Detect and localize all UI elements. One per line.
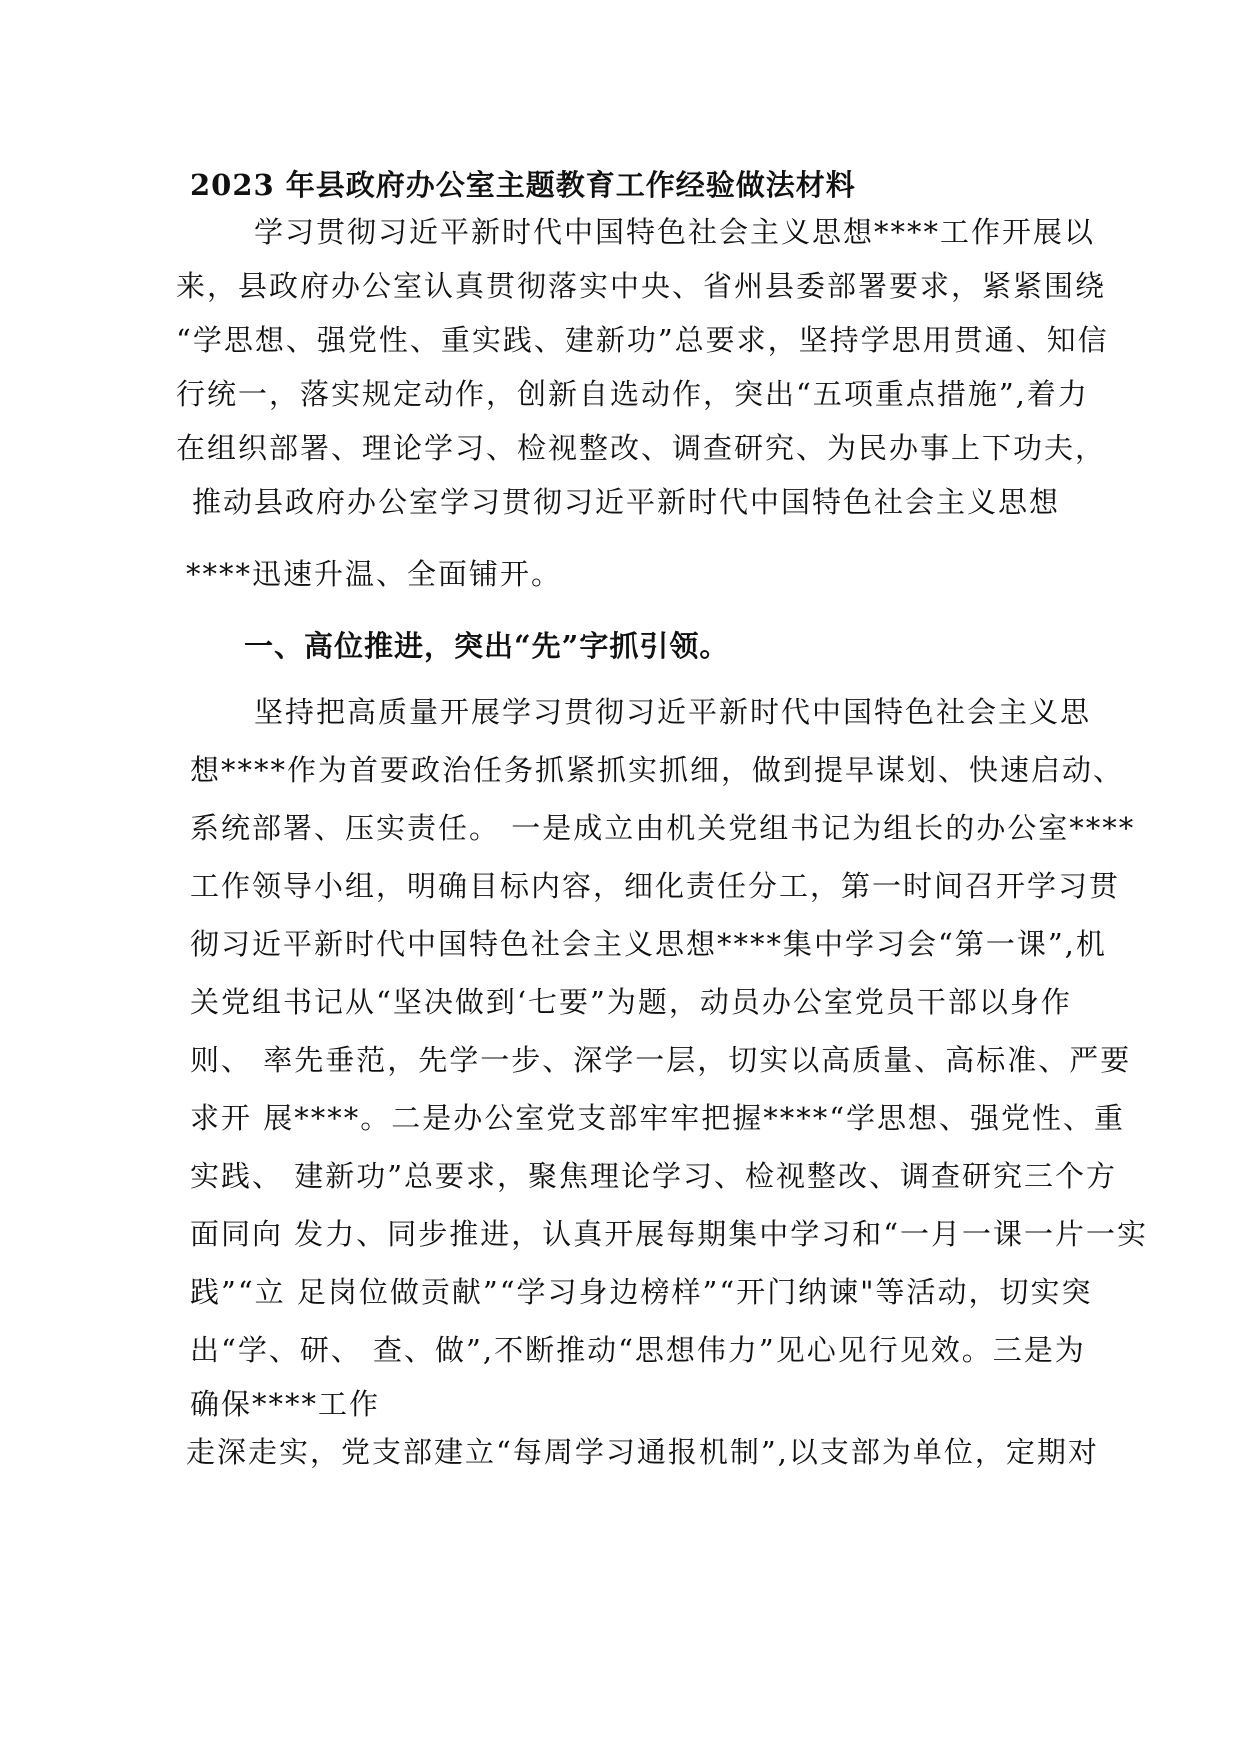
paragraph-line: 实践、 建新功”总要求，聚焦理论学习、检视整改、调查研究三个方 [190, 1159, 1118, 1193]
paragraph-line: “学思想、强党性、重实践、建新功”总要求，坚持学思用贯通、知信 [176, 323, 1109, 357]
paragraph-line: 确保****工作 [190, 1387, 381, 1421]
paragraph-line: 工作领导小组，明确目标内容，细化责任分工，第一时间召开学习贯 [190, 869, 1121, 903]
paragraph-line: 出“学、研、 查、做”,不断推动“思想伟力”见心见行见效。三是为 [190, 1333, 1086, 1367]
paragraph-line: 求开 展****。二是办公室党支部牢牢把握****“学思想、强党性、重 [190, 1101, 1126, 1135]
document-title: 2023 年县政府办公室主题教育工作经验做法材料 [190, 168, 856, 202]
paragraph-line: 践”“立 足岗位做贡献”“学习身边榜样”“开门纳谏"等活动，切实突 [190, 1275, 1093, 1309]
paragraph-line: 坚持把高质量开展学习贯彻习近平新时代中国特色社会主义思 [254, 695, 1092, 729]
paragraph-line: 学习贯彻习近平新时代中国特色社会主义思想****工作开展以 [254, 215, 1096, 249]
paragraph-line: 在组织部署、理论学习、检视整改、调查研究、为民办事上下功夫， [176, 431, 1107, 465]
paragraph-line: 推动县政府办公室学习贯彻习近平新时代中国特色社会主义思想 [192, 485, 1061, 519]
paragraph-line: 彻习近平新时代中国特色社会主义思想****集中学习会“第一课”,机 [190, 927, 1107, 961]
paragraph-line: ****迅速升温、全面铺开。 [186, 557, 563, 591]
paragraph-line: 行统一，落实规定动作，创新自选动作，突出“五项重点措施”,着力 [176, 377, 1089, 411]
paragraph-line: 系统部署、压实责任。 一是成立由机关党组书记为组长的办公室**** [190, 811, 1136, 845]
paragraph-line: 想****作为首要政治任务抓紧抓实抓细，做到提早谋划、快速启动、 [190, 753, 1125, 787]
paragraph-line: 来，县政府办公室认真贯彻落实中央、省州县委部署要求，紧紧围绕 [176, 269, 1107, 303]
paragraph-line: 面同向 发力、同步推进，认真开展每期集中学习和“一月一课一片一实 [190, 1217, 1149, 1251]
section-heading: 一、高位推进，突出“先”字抓引领。 [244, 629, 730, 663]
paragraph-line: 走深走实，党支部建立“每周学习通报机制”,以支部为单位，定期对 [186, 1435, 1099, 1469]
paragraph-line: 则、 率先垂范，先学一步、深学一层，切实以高质量、高标准、严要 [190, 1043, 1132, 1077]
paragraph-line: 关党组书记从“坚决做到‘七要”为题，动员办公室党员干部以身作 [190, 985, 1072, 1019]
